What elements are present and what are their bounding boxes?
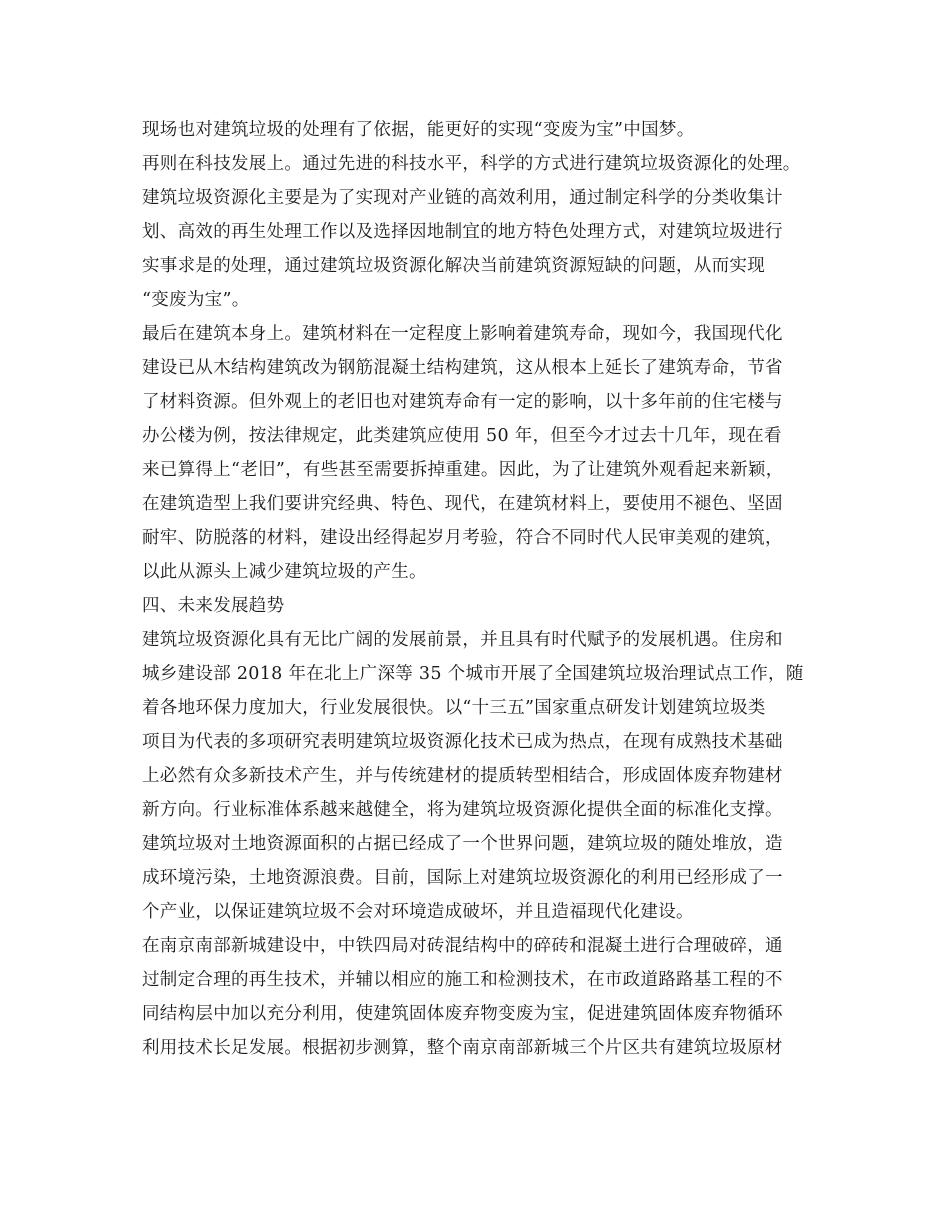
text-line: 建筑垃圾资源化主要是为了实现对产业链的高效利用，通过制定科学的分类收集计	[142, 188, 783, 208]
text-line: 上必然有众多新技术产生，并与传统建材的提质转型相结合，形成固体废弃物建材	[142, 766, 783, 786]
text-line: 建筑垃圾对土地资源面积的占据已经成了一个世界问题，建筑垃圾的随处堆放，造	[142, 834, 783, 854]
text-line: 办公楼为例，按法律规定，此类建筑应使用 50 年，但至今才过去十几年，现在看	[142, 426, 782, 446]
text-line: 城乡建设部 2018 年在北上广深等 35 个城市开展了全国建筑垃圾治理试点工作，随	[142, 664, 804, 684]
section-heading: 四、未来发展趋势	[142, 596, 285, 616]
text-line: 新方向。行业标准体系越来越健全，将为建筑垃圾资源化提供全面的标准化支撑。	[142, 800, 783, 820]
text-line: 最后在建筑本身上。建筑材料在一定程度上影响着建筑寿命，现如今，我国现代化	[142, 324, 783, 344]
text-line: 着各地环保力度加大，行业发展很快。以“十三五”国家重点研发计划建筑垃圾类	[142, 698, 766, 718]
text-line: 同结构层中加以充分利用，使建筑固体废弃物变废为宝，促进建筑固体废弃物循环	[142, 1004, 783, 1024]
text-line: 建筑垃圾资源化具有无比广阔的发展前景，并且具有时代赋予的发展机遇。住房和	[142, 630, 783, 650]
text-line: 来已算得上“老旧”，有些甚至需要拆掉重建。因此，为了让建筑外观看起来新颖，	[142, 460, 784, 480]
text-line: 项目为代表的多项研究表明建筑垃圾资源化技术已成为热点，在现有成熟技术基础	[142, 732, 783, 752]
text-line: 划、高效的再生处理工作以及选择因地制宜的地方特色处理方式，对建筑垃圾进行	[142, 222, 783, 242]
text-line: 利用技术长足发展。根据初步测算，整个南京南部新城三个片区共有建筑垃圾原材	[142, 1038, 783, 1058]
text-line: 个产业，以保证建筑垃圾不会对环境造成破坏，并且造福现代化建设。	[142, 902, 694, 922]
text-line: 建设已从木结构建筑改为钢筋混凝土结构建筑，这从根本上延长了建筑寿命，节省	[142, 358, 783, 378]
text-line: 成环境污染，土地资源浪费。目前，国际上对建筑垃圾资源化的利用已经形成了一	[142, 868, 783, 888]
text-line: 了材料资源。但外观上的老旧也对建筑寿命有一定的影响，以十多年前的住宅楼与	[142, 392, 783, 412]
text-line: 实事求是的处理，通过建筑垃圾资源化解决当前建筑资源短缺的问题，从而实现	[142, 256, 765, 276]
text-line: 过制定合理的再生技术，并辅以相应的施工和检测技术，在市政道路路基工程的不	[142, 970, 783, 990]
text-line: “变废为宝”。	[142, 290, 250, 310]
text-line: 再则在科技发展上。通过先进的科技水平，科学的方式进行建筑垃圾资源化的处理。	[142, 154, 801, 174]
text-line: 耐牢、防脱落的材料，建设出经得起岁月考验，符合不同时代人民审美观的建筑，	[142, 528, 783, 548]
text-line: 以此从源头上减少建筑垃圾的产生。	[142, 562, 427, 582]
text-line: 现场也对建筑垃圾的处理有了依据，能更好的实现“变废为宝”中国梦。	[142, 120, 695, 140]
text-line: 在建筑造型上我们要讲究经典、特色、现代，在建筑材料上，要使用不褪色、坚固	[142, 494, 783, 514]
text-line: 在南京南部新城建设中，中铁四局对砖混结构中的碎砖和混凝土进行合理破碎，通	[142, 936, 783, 956]
